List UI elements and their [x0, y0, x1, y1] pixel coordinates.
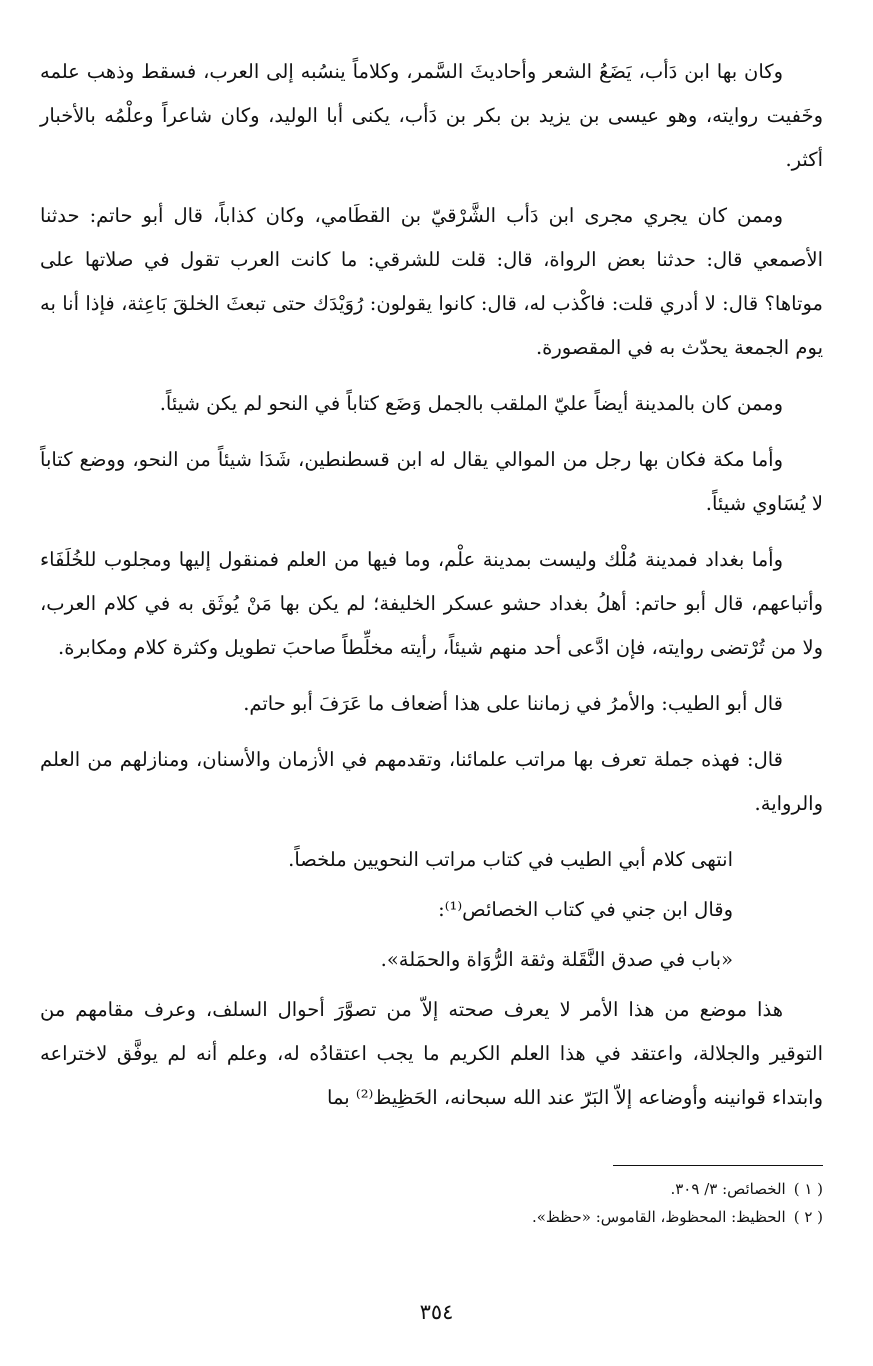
footnote-number: ( ١ ) [793, 1180, 823, 1198]
footnote-number: ( ٢ ) [793, 1208, 823, 1226]
chapter-heading: «باب في صدق النَّقَلة وثقة الرُّوَاة والحمَلة». [380, 948, 733, 971]
footnote-text: الحظيظ: المحظوظ، القاموس: «حظظ». [531, 1208, 786, 1226]
footnote-2 [300, 1203, 823, 1231]
line-end-of-quote: انتهى كلام أبي الطيب في كتاب مراتب النحويين ملخصاً. [288, 848, 733, 871]
paragraph-final: هذا موضع من هذا الأمر لا يعرف صحته إلاّ من تصوَّرَ أحوال السلف، وعرف مقامهم من التوقير والجلالة، واعتقد في هذا العلم الكريم ما يجب اعتقادُه له، وعلم أنه لم يوفَّق لاختراعه وابتداء قوانينه وأوضاعه إلاّ البَرّ عند الله سبحانه، الحَظِيظ⁽²⁾ بما [40, 998, 823, 1109]
footnote-1 [300, 1175, 823, 1203]
paragraph-ibn-dab: وكان بها ابن دَأب، يَضَعُ الشعر وأحاديثَ السَّمر، وكلاماً ينسُبه إلى العرب، فسقط وذهب علمه وخَفيت روايته، وهو عيسى بن يزيد بن بكر بن دَأب، يكنى أبا الوليد، وكان شاعراً وعلْمُه بالأخبار أكثر. [40, 60, 823, 171]
paragraph-medina: وممن كان بالمدينة أيضاً عليّ الملقب بالجمل وَضَع كتاباً في النحو لم يكن شيئاً. [159, 392, 783, 415]
footnote-text: الخصائص: ٣/ ٣٠٩. [670, 1180, 786, 1198]
paragraph-baghdad: وأما بغداد فمدينة مُلْك وليست بمدينة علْم، وما فيها من العلم فمنقول إليها ومجلوب للخُلَفَاء وأتباعهم، قال أبو حاتم: أهلُ بغداد حشو عسكر الخليفة؛ لم يكن بها مَنْ يُوثَق به في كلام العرب، ولا من تُرْتضى روايته، فإن ادَّعى أحد منهم شيئاً، رأيته مخلِّطاً صاحبَ تطويل وكثرة كلام ومكابرة. [40, 548, 823, 659]
paragraph-sharqi: وممن كان يجري مجرى ابن دَأب الشَّرْقيّ بن القطَامي، وكان كذاباً، قال أبو حاتم: حدثنا الأصمعي قال: حدثنا بعض الرواة، قال: قلت للشرقي: ما كانت العرب تقول في صلاتها على موتاها؟ قال: لا أدري قلت: فاكْذب له، قال: كانوا يقولون: رُوَيْدَك حتى تبعثَ الخلقَ بَاعِثة، فإذا أنا به يوم الجمعة يحدّث به في المقصورة. [40, 204, 823, 359]
paragraph-summary: قال: فهذه جملة تعرف بها مراتب علمائنا، وتقدمهم في الأزمان والأسنان، ومنازلهم من العلم والرواية. [40, 748, 823, 815]
page-body [40, 50, 823, 1132]
line-ibn-jinni: وقال ابن جني في كتاب الخصائص⁽¹⁾: [438, 898, 733, 921]
page-number: ٣٥٤ [419, 1300, 454, 1324]
footnote-divider [613, 1165, 823, 1166]
paragraph-abu-tayyib: قال أبو الطيب: والأمرُ في زماننا على هذا أضعاف ما عَرَفَ أبو حاتم. [243, 692, 783, 715]
paragraph-mecca: وأما مكة فكان بها رجل من الموالي يقال له ابن قسطنطين، شَدَا شيئاً من النحو، ووضع كتاباً لا يُسَاوي شيئاً. [40, 448, 823, 515]
footnotes [300, 1175, 823, 1231]
